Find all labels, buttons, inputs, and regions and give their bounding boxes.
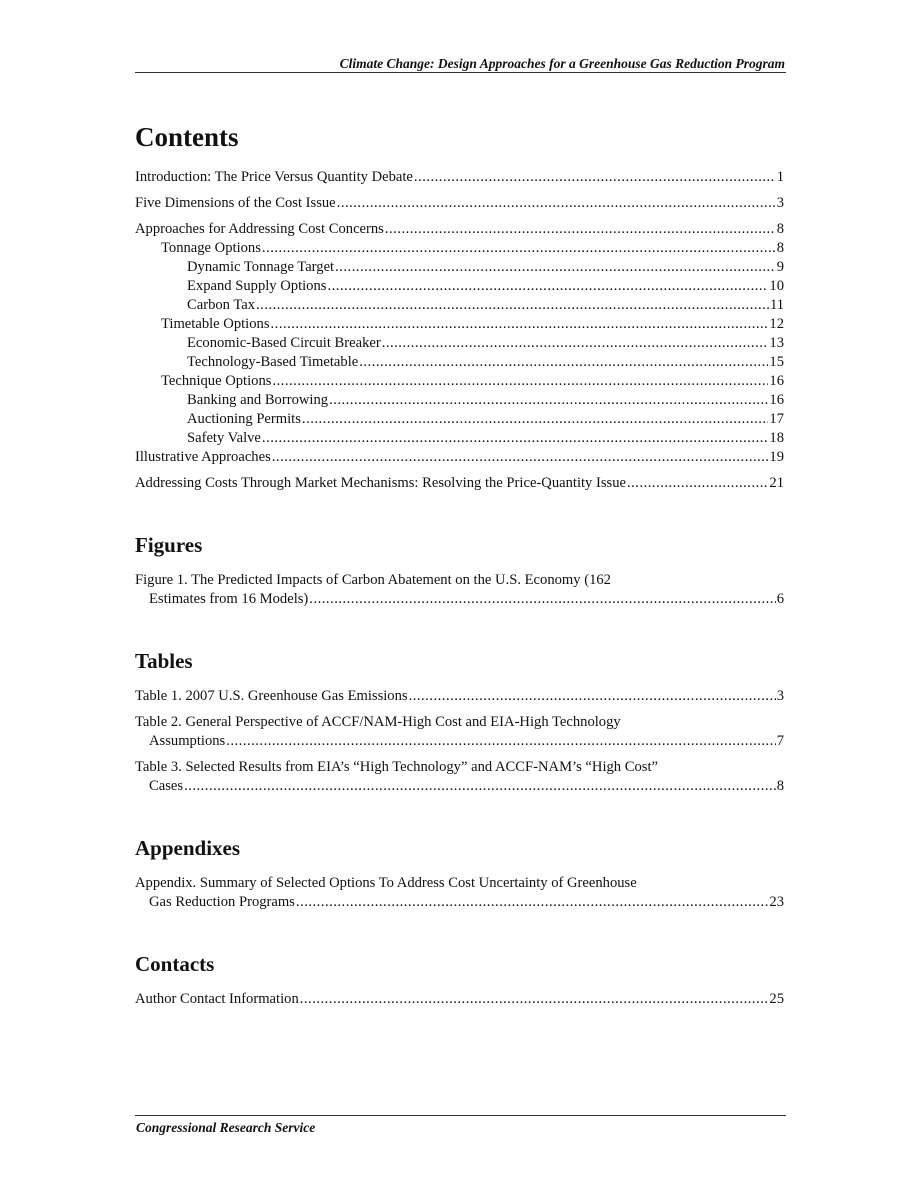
- toc-entry[interactable]: [135, 258, 784, 277]
- leader-dots: [335, 258, 776, 277]
- toc-entry-title: Safety Valve: [187, 430, 261, 446]
- toc-entry-page: 3: [776, 195, 784, 211]
- toc-entry-title: Economic-Based Circuit Breaker: [187, 335, 381, 351]
- appendixes-heading: Appendixes: [135, 836, 241, 860]
- leader-dots: [296, 893, 768, 912]
- leader-dots: [382, 334, 769, 353]
- toc-entry[interactable]: [135, 220, 784, 239]
- leader-dots: [226, 732, 775, 751]
- toc-entry[interactable]: [135, 296, 784, 315]
- contacts-section: [135, 952, 784, 1009]
- toc-entry-title: Expand Supply Options: [187, 278, 327, 294]
- toc-entry-title-cont: Estimates from 16 Models): [149, 591, 309, 607]
- toc-entry[interactable]: [135, 353, 784, 372]
- toc-entry-title: Illustrative Approaches: [135, 449, 271, 465]
- toc-entry-title: Addressing Costs Through Market Mechanisms: Resolving the Price-Quantity Issue: [135, 475, 626, 491]
- running-header: Climate Change: Design Approaches for a Greenhouse Gas Reduction Program: [339, 56, 785, 71]
- running-footer: Congressional Research Service: [136, 1120, 316, 1135]
- toc-entry-page: 23: [769, 894, 784, 910]
- toc-entry-title-cont: Gas Reduction Programs: [149, 894, 295, 910]
- toc-entry-title: Auctioning Permits: [187, 411, 301, 427]
- toc-entry-title: Technique Options: [161, 373, 272, 389]
- leader-dots: [329, 391, 768, 410]
- toc-entry-page: 18: [769, 430, 784, 446]
- toc-entry-title: Appendix. Summary of Selected Options To Address Cost Uncertainty of Greenhouse: [135, 875, 637, 891]
- toc-entry-page: 13: [769, 335, 784, 351]
- leader-dots: [184, 777, 776, 796]
- toc-entry-page: 11: [769, 297, 784, 313]
- toc-entry-page: 16: [769, 373, 784, 389]
- toc-entry[interactable]: [135, 429, 784, 448]
- figures-section: [135, 533, 784, 609]
- toc-entry[interactable]: [135, 372, 784, 391]
- toc-entry-page: 19: [769, 449, 784, 465]
- toc-entry-title: Technology-Based Timetable: [187, 354, 359, 370]
- toc-entry[interactable]: [135, 874, 784, 912]
- toc-entry[interactable]: [135, 194, 784, 213]
- toc-entry[interactable]: [135, 713, 784, 751]
- toc-entry-title: Banking and Borrowing: [187, 392, 329, 408]
- toc-entry-page: 10: [769, 278, 784, 294]
- leader-dots: [256, 296, 769, 315]
- toc-entry-title: Dynamic Tonnage Target: [187, 259, 335, 275]
- toc-entry-page: 15: [769, 354, 784, 370]
- toc-entry-page: 8: [776, 778, 784, 794]
- leader-dots: [414, 168, 776, 187]
- footer-rule: [135, 1115, 786, 1116]
- leader-dots: [627, 474, 768, 493]
- leader-dots: [309, 590, 775, 609]
- toc-entry-page: 12: [769, 316, 784, 332]
- leader-dots: [262, 239, 776, 258]
- appendixes-section: [135, 836, 784, 912]
- toc-entry[interactable]: [135, 410, 784, 429]
- leader-dots: [300, 990, 769, 1009]
- toc-entry[interactable]: [135, 474, 784, 493]
- toc-entry-title: Table 1. 2007 U.S. Greenhouse Gas Emissions: [135, 688, 408, 704]
- leader-dots: [385, 220, 776, 239]
- toc-entry-title-cont: Cases: [149, 778, 184, 794]
- contents-heading: Contents: [135, 122, 239, 152]
- tables-section: [135, 649, 784, 796]
- toc-entry-title: Tonnage Options: [161, 240, 261, 256]
- toc-entry[interactable]: [135, 391, 784, 410]
- toc-entry[interactable]: [135, 277, 784, 296]
- leader-dots: [409, 687, 776, 706]
- toc-entry-page: 3: [776, 688, 784, 704]
- toc-entry-title: Carbon Tax: [187, 297, 256, 313]
- toc-entry-page: 9: [776, 259, 784, 275]
- toc-entry[interactable]: [135, 315, 784, 334]
- toc-entry[interactable]: [135, 571, 784, 609]
- leader-dots: [272, 448, 769, 467]
- toc-body: [135, 122, 784, 1009]
- toc-entry[interactable]: [135, 334, 784, 353]
- toc-entry-title: Table 2. General Perspective of ACCF/NAM-High Cost and EIA-High Technology: [135, 714, 621, 730]
- toc-entry-title: Figure 1. The Predicted Impacts of Carbon Abatement on the U.S. Economy (162: [135, 572, 611, 588]
- toc-entry-title: Approaches for Addressing Cost Concerns: [135, 221, 384, 237]
- toc-entry-page: 25: [769, 991, 784, 1007]
- leader-dots: [359, 353, 768, 372]
- toc-entry[interactable]: [135, 758, 784, 796]
- toc-entry-title: Table 3. Selected Results from EIA’s “High Technology” and ACCF-NAM’s “High Cost”: [135, 759, 658, 775]
- leader-dots: [327, 277, 768, 296]
- toc-entry-title: Author Contact Information: [135, 991, 299, 1007]
- toc-entry-page: 6: [776, 591, 784, 607]
- toc-entry-page: 8: [776, 240, 784, 256]
- leader-dots: [337, 194, 776, 213]
- toc-entry-title: Timetable Options: [161, 316, 270, 332]
- toc-entry[interactable]: [135, 687, 784, 706]
- toc-entry-page: 7: [776, 733, 784, 749]
- leader-dots: [272, 372, 768, 391]
- contacts-heading: Contacts: [135, 952, 215, 976]
- toc-entry-page: 1: [776, 169, 784, 185]
- toc-entry[interactable]: [135, 239, 784, 258]
- toc-entry-title: Five Dimensions of the Cost Issue: [135, 195, 336, 211]
- toc-entry-page: 8: [776, 221, 784, 237]
- toc-entry-page: 17: [769, 411, 784, 427]
- toc-entry-page: 21: [769, 475, 784, 491]
- toc-entry[interactable]: [135, 168, 784, 187]
- toc-entry-title-cont: Assumptions: [149, 733, 226, 749]
- leader-dots: [302, 410, 768, 429]
- toc-entry[interactable]: [135, 448, 784, 467]
- header-rule: [135, 72, 786, 73]
- toc-entry[interactable]: [135, 990, 784, 1009]
- figures-heading: Figures: [135, 533, 203, 557]
- toc-entry-page: 16: [769, 392, 784, 408]
- contents-list: [135, 168, 784, 493]
- toc-entry-title: Introduction: The Price Versus Quantity Debate: [135, 169, 413, 185]
- leader-dots: [271, 315, 769, 334]
- tables-heading: Tables: [135, 649, 193, 673]
- leader-dots: [262, 429, 769, 448]
